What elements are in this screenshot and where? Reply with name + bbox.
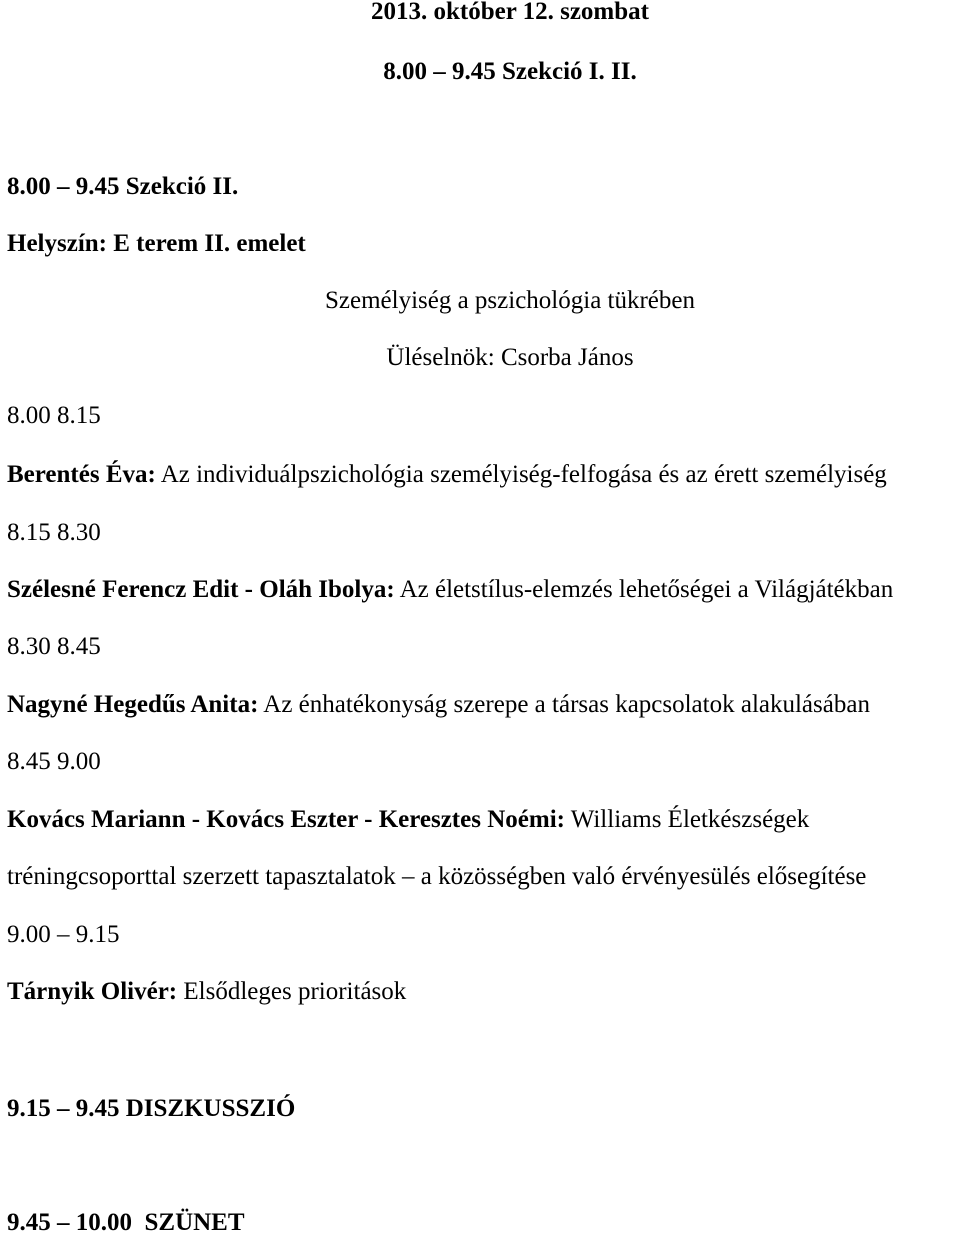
talk-entry: [7, 575, 893, 605]
talk-speakers: Nagyné Hegedűs Anita:: [7, 691, 259, 718]
event-date: 2013. október 12. szombat: [370, 0, 649, 25]
talk-speakers: Berentés Éva:: [7, 461, 156, 488]
break-slot: 9.45 – 10.00 SZÜNET: [7, 1209, 245, 1236]
talk-title: Az életstílus-elemzés lehetőségei a Világjátékban: [394, 576, 894, 603]
talk-time: 8.45 9.00: [7, 748, 101, 775]
talk-entry: [7, 460, 887, 490]
talk-time: 8.30 8.45: [7, 633, 101, 660]
discussion-slot: 9.15 – 9.45 DISZKUSSZIÓ: [7, 1095, 296, 1122]
talk-entry: [7, 805, 809, 835]
talk-time: 8.15 8.30: [7, 519, 101, 546]
talk-title: Az individuálpszichológia személyiség-felfogása és az érett személyiség: [155, 461, 887, 488]
talk-time: 9.00 – 9.15: [7, 921, 120, 948]
session-block-title: 8.00 – 9.45 Szekció I. II.: [383, 58, 637, 85]
talk-speakers: Tárnyik Olivér:: [7, 978, 178, 1005]
session-title: 8.00 – 9.45 Szekció II.: [7, 173, 239, 200]
talk-title: Elsődleges prioritások: [177, 978, 407, 1005]
session-theme: Személyiség a pszichológia tükrében: [324, 287, 696, 314]
talk-entry: [7, 690, 870, 720]
talk-speakers: Kovács Mariann - Kovács Eszter - Keresztes Noémi:: [7, 806, 565, 833]
talk-title: Williams Életkészségek: [564, 806, 810, 833]
location: Helyszín: E terem II. emelet: [7, 230, 306, 257]
session-chair: Üléselnök: Csorba János: [386, 344, 634, 371]
talk-entry: [7, 977, 406, 1007]
talk-time: 8.00 8.15: [7, 402, 101, 429]
talk-title-continuation: tréningcsoporttal szerzett tapasztalatok – a közösségben való érvényesülés elősegítése: [7, 863, 867, 890]
talk-title: Az énhatékonyság szerepe a társas kapcsolatok alakulásában: [258, 691, 870, 718]
talk-speakers: Szélesné Ferencz Edit - Oláh Ibolya:: [7, 576, 395, 603]
